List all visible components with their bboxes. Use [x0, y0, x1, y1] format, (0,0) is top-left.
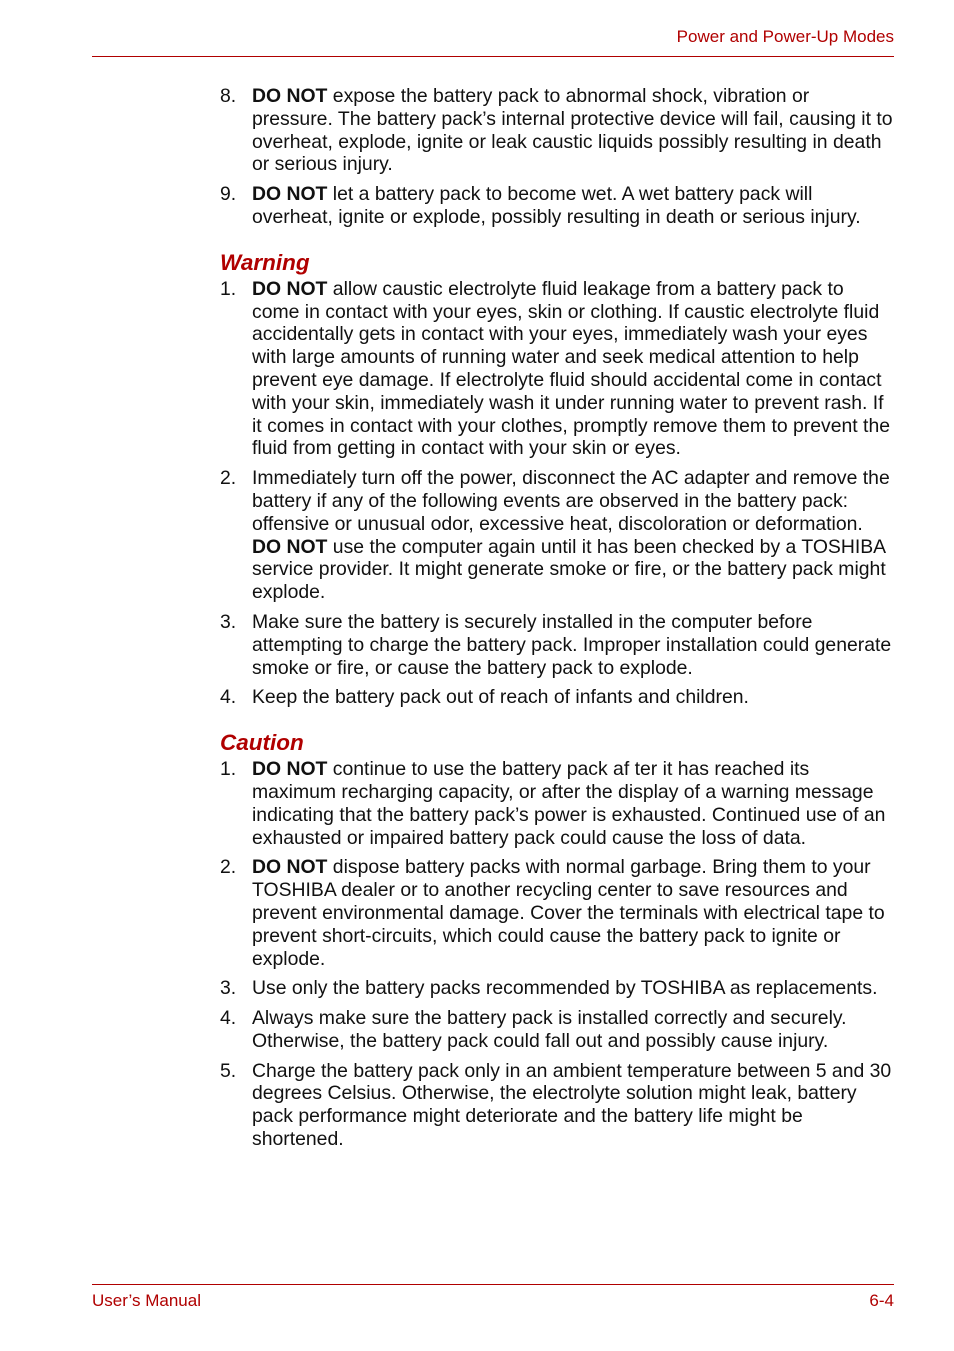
list-item	[220, 183, 894, 229]
item-text: dispose battery packs with normal garbage. Bring them to your TOSHIBA dealer or to another recycling center to save resources and prevent environmental damage. Cover the terminals with electrical tape to prevent short-circuits, which could cause the battery pack to ignite or explode.	[252, 856, 885, 970]
list-item	[220, 278, 894, 460]
header-rule	[92, 56, 894, 57]
warning-list	[220, 278, 894, 709]
item-number: 4.	[220, 686, 237, 709]
item-number: 2.	[220, 856, 237, 879]
warning-heading: Warning	[220, 249, 310, 275]
item-text: expose the battery pack to abnormal shock, vibration or pressure. The battery pack’s internal protective device will fail, causing it to overheat, explode, ignite or leak caustic liquids possibly resulting in death or serious injury.	[252, 85, 893, 176]
item-number: 9.	[220, 183, 237, 206]
item-text: Immediately turn off the power, disconnect the AC adapter and remove the battery if any of the following events are observed in the battery pack: offensive or unusual odor, excessive heat, discoloration or deformation.	[252, 467, 890, 535]
caution-heading: Caution	[220, 730, 304, 756]
item-text: let a battery pack to become wet. A wet battery pack will overheat, ignite or explode, possibly resulting in death or serious injury.	[252, 183, 861, 228]
emphasis-text: DO NOT	[252, 535, 328, 558]
item-number: 2.	[220, 467, 237, 490]
item-text: use the computer again until it has been checked by a TOSHIBA service provider. It might generate smoke or fire, or the battery pack might explode.	[252, 535, 886, 604]
caution-list	[220, 758, 894, 1151]
list-item	[220, 85, 894, 176]
list-item	[220, 467, 894, 604]
item-text: Keep the battery pack out of reach of infants and children.	[252, 686, 749, 709]
item-text: continue to use the battery pack af ter it has reached its maximum recharging capacity, or after the display of a warning message indicating that the battery pack’s power is exhausted. Continued use of an exhausted or impaired battery pack could cause the loss of data.	[252, 758, 886, 849]
emphasis-text: DO NOT	[252, 758, 328, 781]
item-text: Make sure the battery is securely installed in the computer before attempting to charge the battery pack. Improper installation could generate smoke or fire, or cause the battery pack to explode.	[252, 610, 892, 679]
footer-rule	[92, 1284, 894, 1285]
item-text: Always make sure the battery pack is installed correctly and securely. Otherwise, the battery pack could fall out and possibly cause injury.	[252, 1007, 847, 1052]
list-item	[220, 977, 894, 1000]
emphasis-text: DO NOT	[252, 277, 328, 300]
list-item	[220, 1007, 894, 1053]
emphasis-text: DO NOT	[252, 183, 328, 206]
emphasis-text: DO NOT	[252, 856, 328, 879]
list-item	[220, 856, 894, 970]
item-text: Use only the battery packs recommended by TOSHIBA as replacements.	[252, 977, 878, 1000]
item-number: 1.	[220, 277, 237, 300]
emphasis-text: DO NOT	[252, 85, 328, 107]
list-item	[220, 758, 894, 849]
item-text: allow caustic electrolyte fluid leakage from a battery pack to come in contact with your eyes, skin or clothing. If caustic electrolyte fluid accidentally gets in contact with your eyes, immediately wash your eyes with large amounts of running water and seek medical attention to help prevent eye damage. If electrolyte fluid should accidental come in contact with your skin, immediately wash it under running water to prevent rash. If it comes in contact with your clothes, promptly remove them to prevent the fluid from getting in contact with your skin or eyes.	[252, 277, 891, 460]
page-body	[220, 85, 894, 1158]
page-number: 6-4	[869, 1291, 894, 1310]
item-number: 5.	[220, 1059, 237, 1082]
footer-manual-title: User’s Manual	[92, 1291, 201, 1310]
continued-list	[220, 85, 894, 229]
item-number: 3.	[220, 610, 237, 633]
list-item	[220, 686, 894, 709]
item-number: 8.	[220, 85, 237, 107]
item-number: 4.	[220, 1007, 237, 1030]
item-number: 3.	[220, 977, 237, 1000]
list-item	[220, 611, 894, 679]
item-text: Charge the battery pack only in an ambient temperature between 5 and 30 degrees Celsius. Otherwise, the electrolyte solution might leak, battery pack performance might deteriorate and the battery life might be shortened.	[252, 1059, 892, 1151]
item-number: 1.	[220, 758, 237, 781]
running-header-title: Power and Power-Up Modes	[676, 27, 894, 46]
list-item	[220, 1060, 894, 1151]
